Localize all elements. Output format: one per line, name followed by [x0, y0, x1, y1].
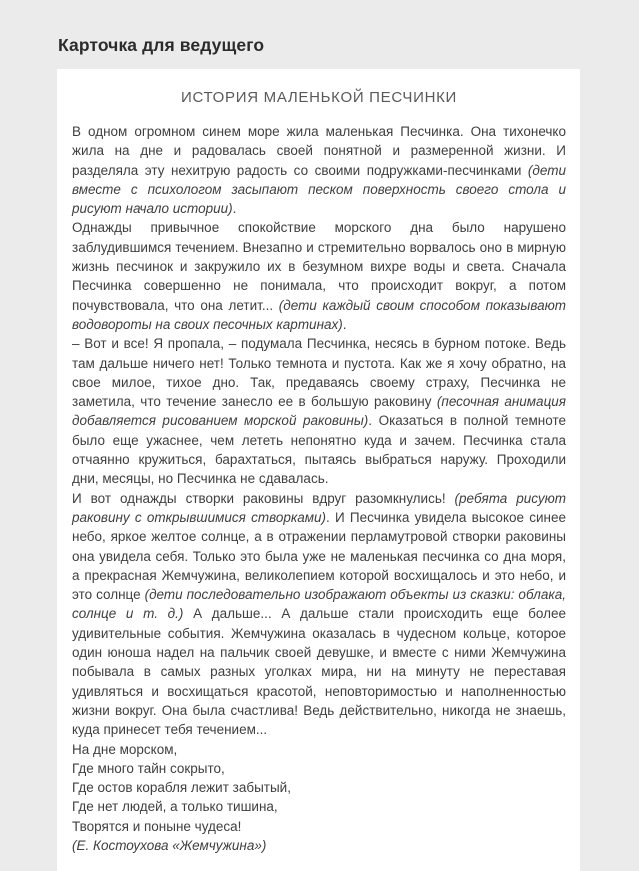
story-paragraph	[72, 122, 566, 218]
story-text: На дне морском,	[72, 741, 178, 757]
stage-direction-text: (дети каждый своим способом показывают водовороты на своих песочных картинах)	[72, 297, 566, 332]
story-card	[57, 69, 580, 871]
stage-direction-text: (Е. Костоухова «Жемчужина»)	[72, 837, 267, 853]
story-paragraph	[72, 489, 566, 740]
story-text: – Вот и все! Я пропала, – подумала Песчинка, несясь в бурном потоке. Ведь там дальше ничего нет! Только темнота и пустота. Как же я хочу обратно, на свое милое, тихое дно. Так, предаваясь своему страху, Песчинка не заметила, что течение занесло ее в большую раковину	[72, 336, 566, 410]
story-text: . Оказаться в полной темноте было еще ужаснее, чем лететь непонятно куда и зачем. Песчинка стала отчаянно кружиться, барахтаться, пытаясь выбраться наружу. Проходили дни, месяцы, но Песчинка не сдавалась.	[72, 413, 566, 487]
stage-direction-text: (песочная анимация добавляется рисованием морской раковины)	[72, 394, 567, 429]
story-text: Однажды привычное спокойствие морского дна было нарушено заблудившимся течением. Внезапно и стремительно ворвалось оно в мирную жизнь песчинок и закружило их в безумном вихре воды и света. Сначала Песчинка совершенно не понимала, что происходит вокруг, а потом почувствовала, что она летит...	[72, 220, 566, 313]
story-text: . И Песчинка увидела высокое синее небо, яркое желтое солнце, а в отражении перламутровой створки раковины она увидела себя. Только это была уже не маленькая песчинка со дна моря, а прекрасная Жемчужина, великолепием которой восхищалось и это небо, и это солнце	[72, 509, 566, 603]
story-text: Творятся и поныне чудеса!	[72, 818, 242, 834]
story-text: А дальше... А дальше стали происходить еще более удивительные события. Жемчужина оказалась в чудесном кольце, которое один юноша надел на пальчик своей девушке, и вместе с ними Жемчужина побывала в самых разных уголках мира, ни на минуту не переставая удивляться и восхищаться красотой, неповторимостью и наполненностью жизни вокруг. Она была счастлива! Ведь действительно, никогда не знаешь, куда принесет тебя течением...	[72, 606, 567, 738]
poem-line	[72, 740, 566, 759]
poem-line	[72, 759, 566, 778]
story-text: .	[232, 201, 237, 217]
story-text: В одном огромном синем море жила маленькая Песчинка. Она тихонечко жила на дне и радовалась своей понятной и размеренной жизни. И разделяла эту нехитрую радость со своими подружками-песчинками	[72, 124, 566, 178]
attribution-line	[72, 836, 566, 855]
story-text: Где нет людей, а только тишина,	[72, 799, 278, 815]
poem-line	[72, 778, 566, 797]
story-title: ИСТОРИЯ МАЛЕНЬКОЙ ПЕСЧИНКИ	[180, 89, 458, 106]
stage-direction-text: (дети последовательно изображают объекты из сказки: облака, солнце и т. д.)	[72, 587, 566, 622]
story-text: Где остов корабля лежит забытый,	[72, 780, 291, 796]
story-text: И вот однажды створки раковины вдруг разомкнулись!	[72, 490, 455, 506]
stage-direction-text: (дети вместе с психологом засыпают песком поверхность своего стола и рисуют начало истории)	[72, 162, 566, 217]
story-paragraph	[72, 334, 566, 488]
page-header: Карточка для ведущего	[58, 35, 265, 55]
stage-direction-text: (ребята рисуют раковину с открывшимися створками)	[72, 490, 567, 525]
poem-line	[72, 817, 566, 836]
poem-line	[72, 797, 566, 816]
story-body	[72, 122, 566, 855]
story-text: Где много тайн сокрыто,	[72, 760, 225, 776]
story-paragraph	[72, 218, 566, 334]
story-text: .	[342, 316, 347, 332]
